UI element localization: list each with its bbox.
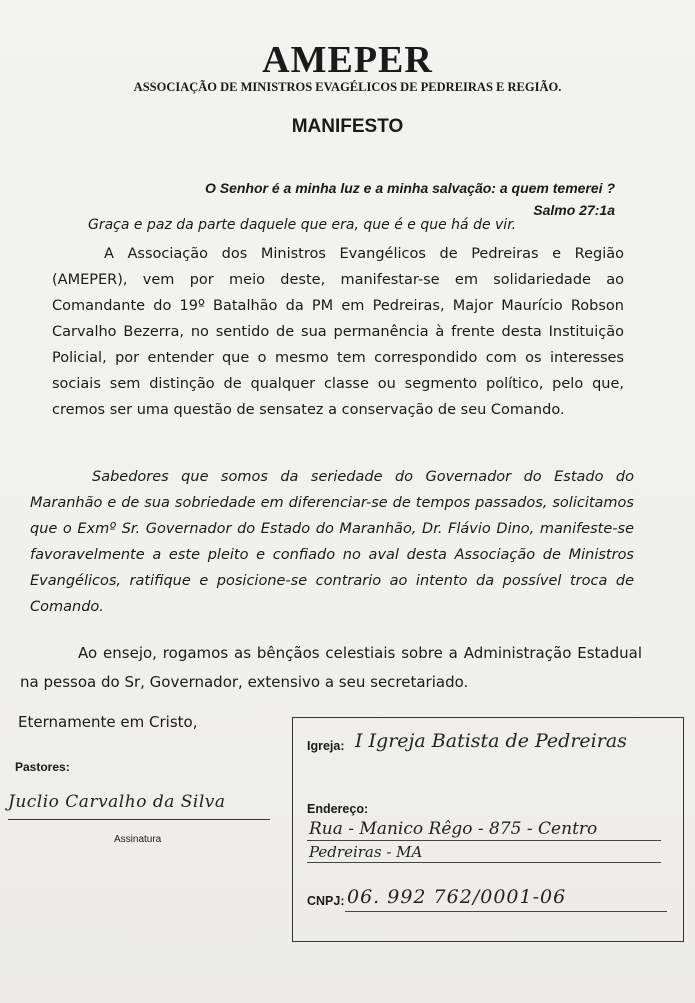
igreja-value: I Igreja Batista de Pedreiras [355,730,627,752]
signature-line [8,819,270,820]
document-title: MANIFESTO [291,116,404,137]
cnpj-value: 06. 992 762/0001-06 [347,886,567,908]
paragraph-3: Ao ensejo, rogamos as bênçãos celestiais sobre a Administração Estadual na pessoa do Sr, Governador, extensivo a seu secretariado. [20,644,642,691]
church-info-box [292,717,684,942]
epigraph-verse: O Senhor é a minha luz e a minha salvação: a quem temerei ? [204,180,615,196]
epigraph-reference: Salmo 27:1a [533,202,615,218]
org-full-name: ASSOCIAÇÃO DE MINISTROS EVAGÉLICOS DE PEDREIRAS E REGIÃO. [133,80,562,94]
cnpj-label: CNPJ: [307,894,345,908]
endereco-label: Endereço: [307,802,369,816]
endereco-underline-2 [307,862,661,863]
paragraph-2: Sabedores que somos da seriedade do Governador do Estado do Maranhão e de sua sobriedade em diferenciar-se de tempos passados, solicitamos que o Exmº Sr. Governador do Estado do Maranhão, Dr. Flávio Dino, manifeste-se favoravelmente a este pleito e confiado no aval desta Associação de Ministros Evangélicos, ratifique e posicione-se contrario ao intento da possível troca de Comando. [30,469,634,615]
endereco-line-2: Pedreiras - MA [309,843,423,861]
pastores-label: Pastores: [15,760,70,774]
endereco-underline-1 [307,840,661,841]
pastor-signature: Juclio Carvalho da Silva [8,792,226,812]
org-acronym: AMEPER [262,39,433,81]
cnpj-underline [345,911,667,912]
paragraph-1: A Associação dos Ministros Evangélicos de Pedreiras e Região (AMEPER), vem por meio deste, manifestar-se em solidariedade ao Comandante do 19º Batalhão da PM em Pedreiras, Major Maurício Robson Carvalho Bezerra, no sentido de sua permanência à frente desta Instituição Policial, por entender que o mesmo tem correspondido com os interesses sociais sem distinção de qualquer classe ou segmento político, pelo que, cremos ser uma questão de sensatez a conservação de seu Comando. [52,246,624,418]
endereco-line-1: Rua - Manico Rêgo - 875 - Centro [309,819,598,839]
igreja-label: Igreja: [307,739,345,753]
signature-caption: Assinatura [114,834,162,845]
closing-salutation: Eternamente em Cristo, [18,713,198,731]
greeting: Graça e paz da parte daquele que era, que é e que há de vir. [88,217,517,233]
